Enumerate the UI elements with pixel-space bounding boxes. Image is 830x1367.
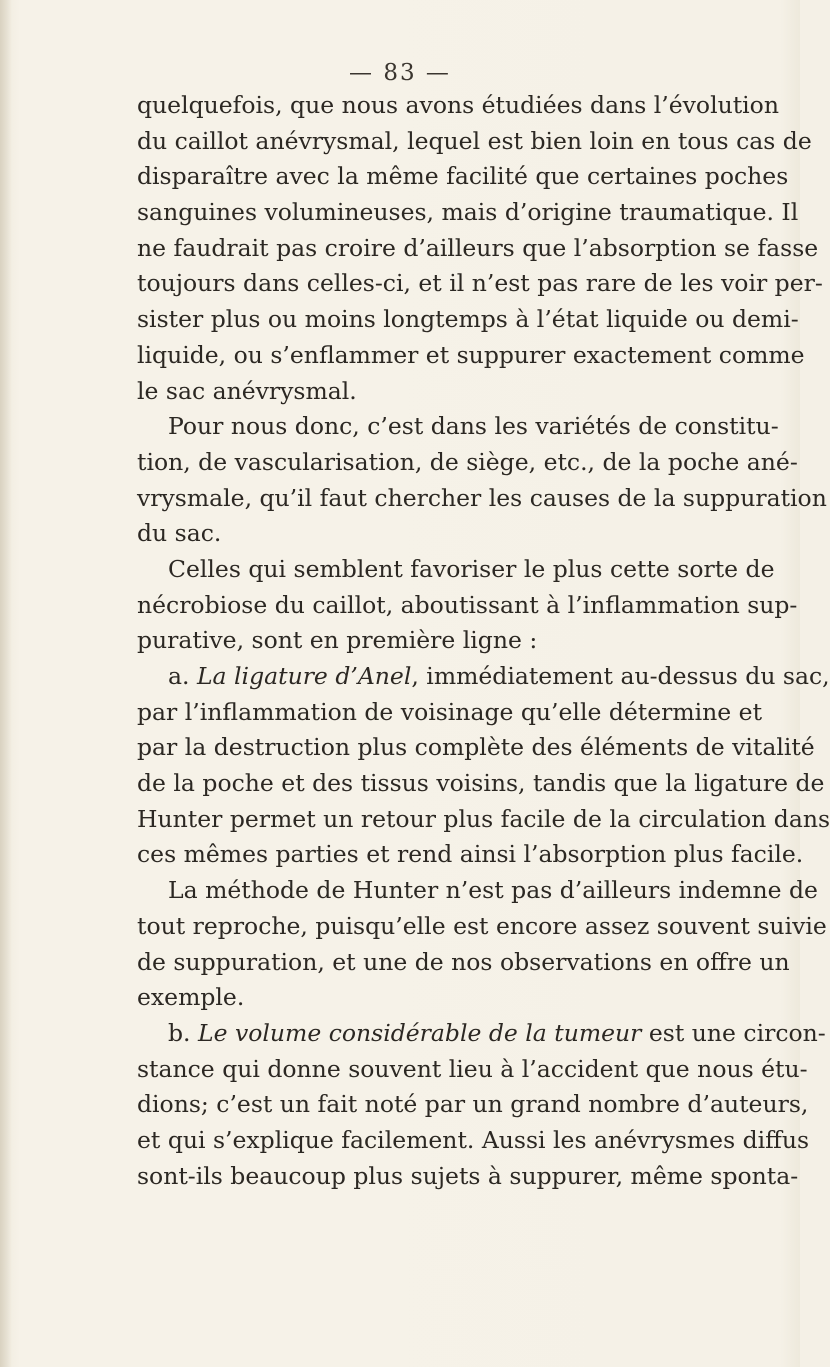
text-line: vrysmale, qu’il faut chercher les causes de la suppuration — [137, 483, 827, 512]
text-line: ne faudrait pas croire d’ailleurs que l’absorption se fasse — [137, 233, 819, 262]
item-a-marker: a. — [168, 662, 197, 690]
text-line: dions; c’est un fait noté par un grand nombre d’auteurs, — [137, 1090, 809, 1119]
text-line: et qui s’explique facilement. Aussi les anévrysmes diffus — [137, 1125, 810, 1154]
item-a-text: , immédiatement au-dessus du sac, — [411, 662, 830, 690]
text-line: disparaître avec la même facilité que certaines poches — [137, 162, 789, 191]
text-line: par la destruction plus complète des éléments de vitalité — [137, 733, 815, 762]
text-line: sister plus ou moins longtemps à l’état liquide ou demi- — [137, 305, 799, 334]
item-b-marker: b. — [168, 1018, 198, 1047]
text-line-item-b — [137, 1016, 826, 1052]
text-line: de suppuration, et une de nos observations en offre un — [137, 947, 790, 976]
text-line: tout reproche, puisqu’elle est encore assez souvent suivie — [137, 911, 827, 940]
text-line: quelquefois, que nous avons étudiées dans l’évolution — [137, 91, 779, 119]
text-line: par l’inflammation de voisinage qu’elle détermine et — [137, 697, 763, 726]
text-line: tion, de vascularisation, de siège, etc., de la poche ané- — [137, 447, 798, 476]
text-line: Pour nous donc, c’est dans les variétés de constitu- — [168, 412, 779, 441]
text-line: du sac. — [137, 519, 222, 548]
text-line: sanguines volumineuses, mais d’origine traumatique. Il — [137, 198, 799, 227]
text-line: nécrobiose du caillot, aboutissant à l’inflammation sup- — [137, 590, 798, 619]
text-line-item-a — [137, 659, 830, 695]
text-line: de la poche et des tissus voisins, tandis que la ligature de — [137, 769, 825, 798]
item-b-heading: Le volume considérable de la tumeur — [197, 1018, 642, 1047]
text-line: stance qui donne souvent lieu à l’accident que nous étu- — [137, 1054, 808, 1083]
text-line: le sac anévrysmal. — [137, 376, 357, 405]
text-line: La méthode de Hunter n’est pas d’ailleurs indemne de — [168, 876, 818, 905]
text-line: Hunter permet un retour plus facile de la circulation dans — [137, 804, 830, 833]
text-line: toujours dans celles-ci, et il n’est pas rare de les voir per- — [137, 269, 823, 298]
text-line: liquide, ou s’enflammer et suppurer exactement comme — [137, 340, 805, 369]
text-line: Celles qui semblent favoriser le plus cette sorte de — [168, 554, 775, 583]
page-number: — 83 — — [349, 60, 451, 86]
text-line: sont-ils beaucoup plus sujets à suppurer, même sponta- — [137, 1161, 799, 1190]
text-line: exemple. — [137, 983, 245, 1012]
item-a-heading: La ligature d’Anel — [196, 662, 412, 690]
page-binding-edge — [0, 0, 12, 1367]
text-line: purative, sont en première ligne : — [137, 626, 538, 655]
text-line: ces mêmes parties et rend ainsi l’absorption plus facile. — [137, 840, 804, 869]
text-line: du caillot anévrysmal, lequel est bien loin en tous cas de — [137, 126, 812, 155]
item-b-text: est une circon- — [641, 1018, 826, 1047]
body-text — [137, 88, 830, 1194]
